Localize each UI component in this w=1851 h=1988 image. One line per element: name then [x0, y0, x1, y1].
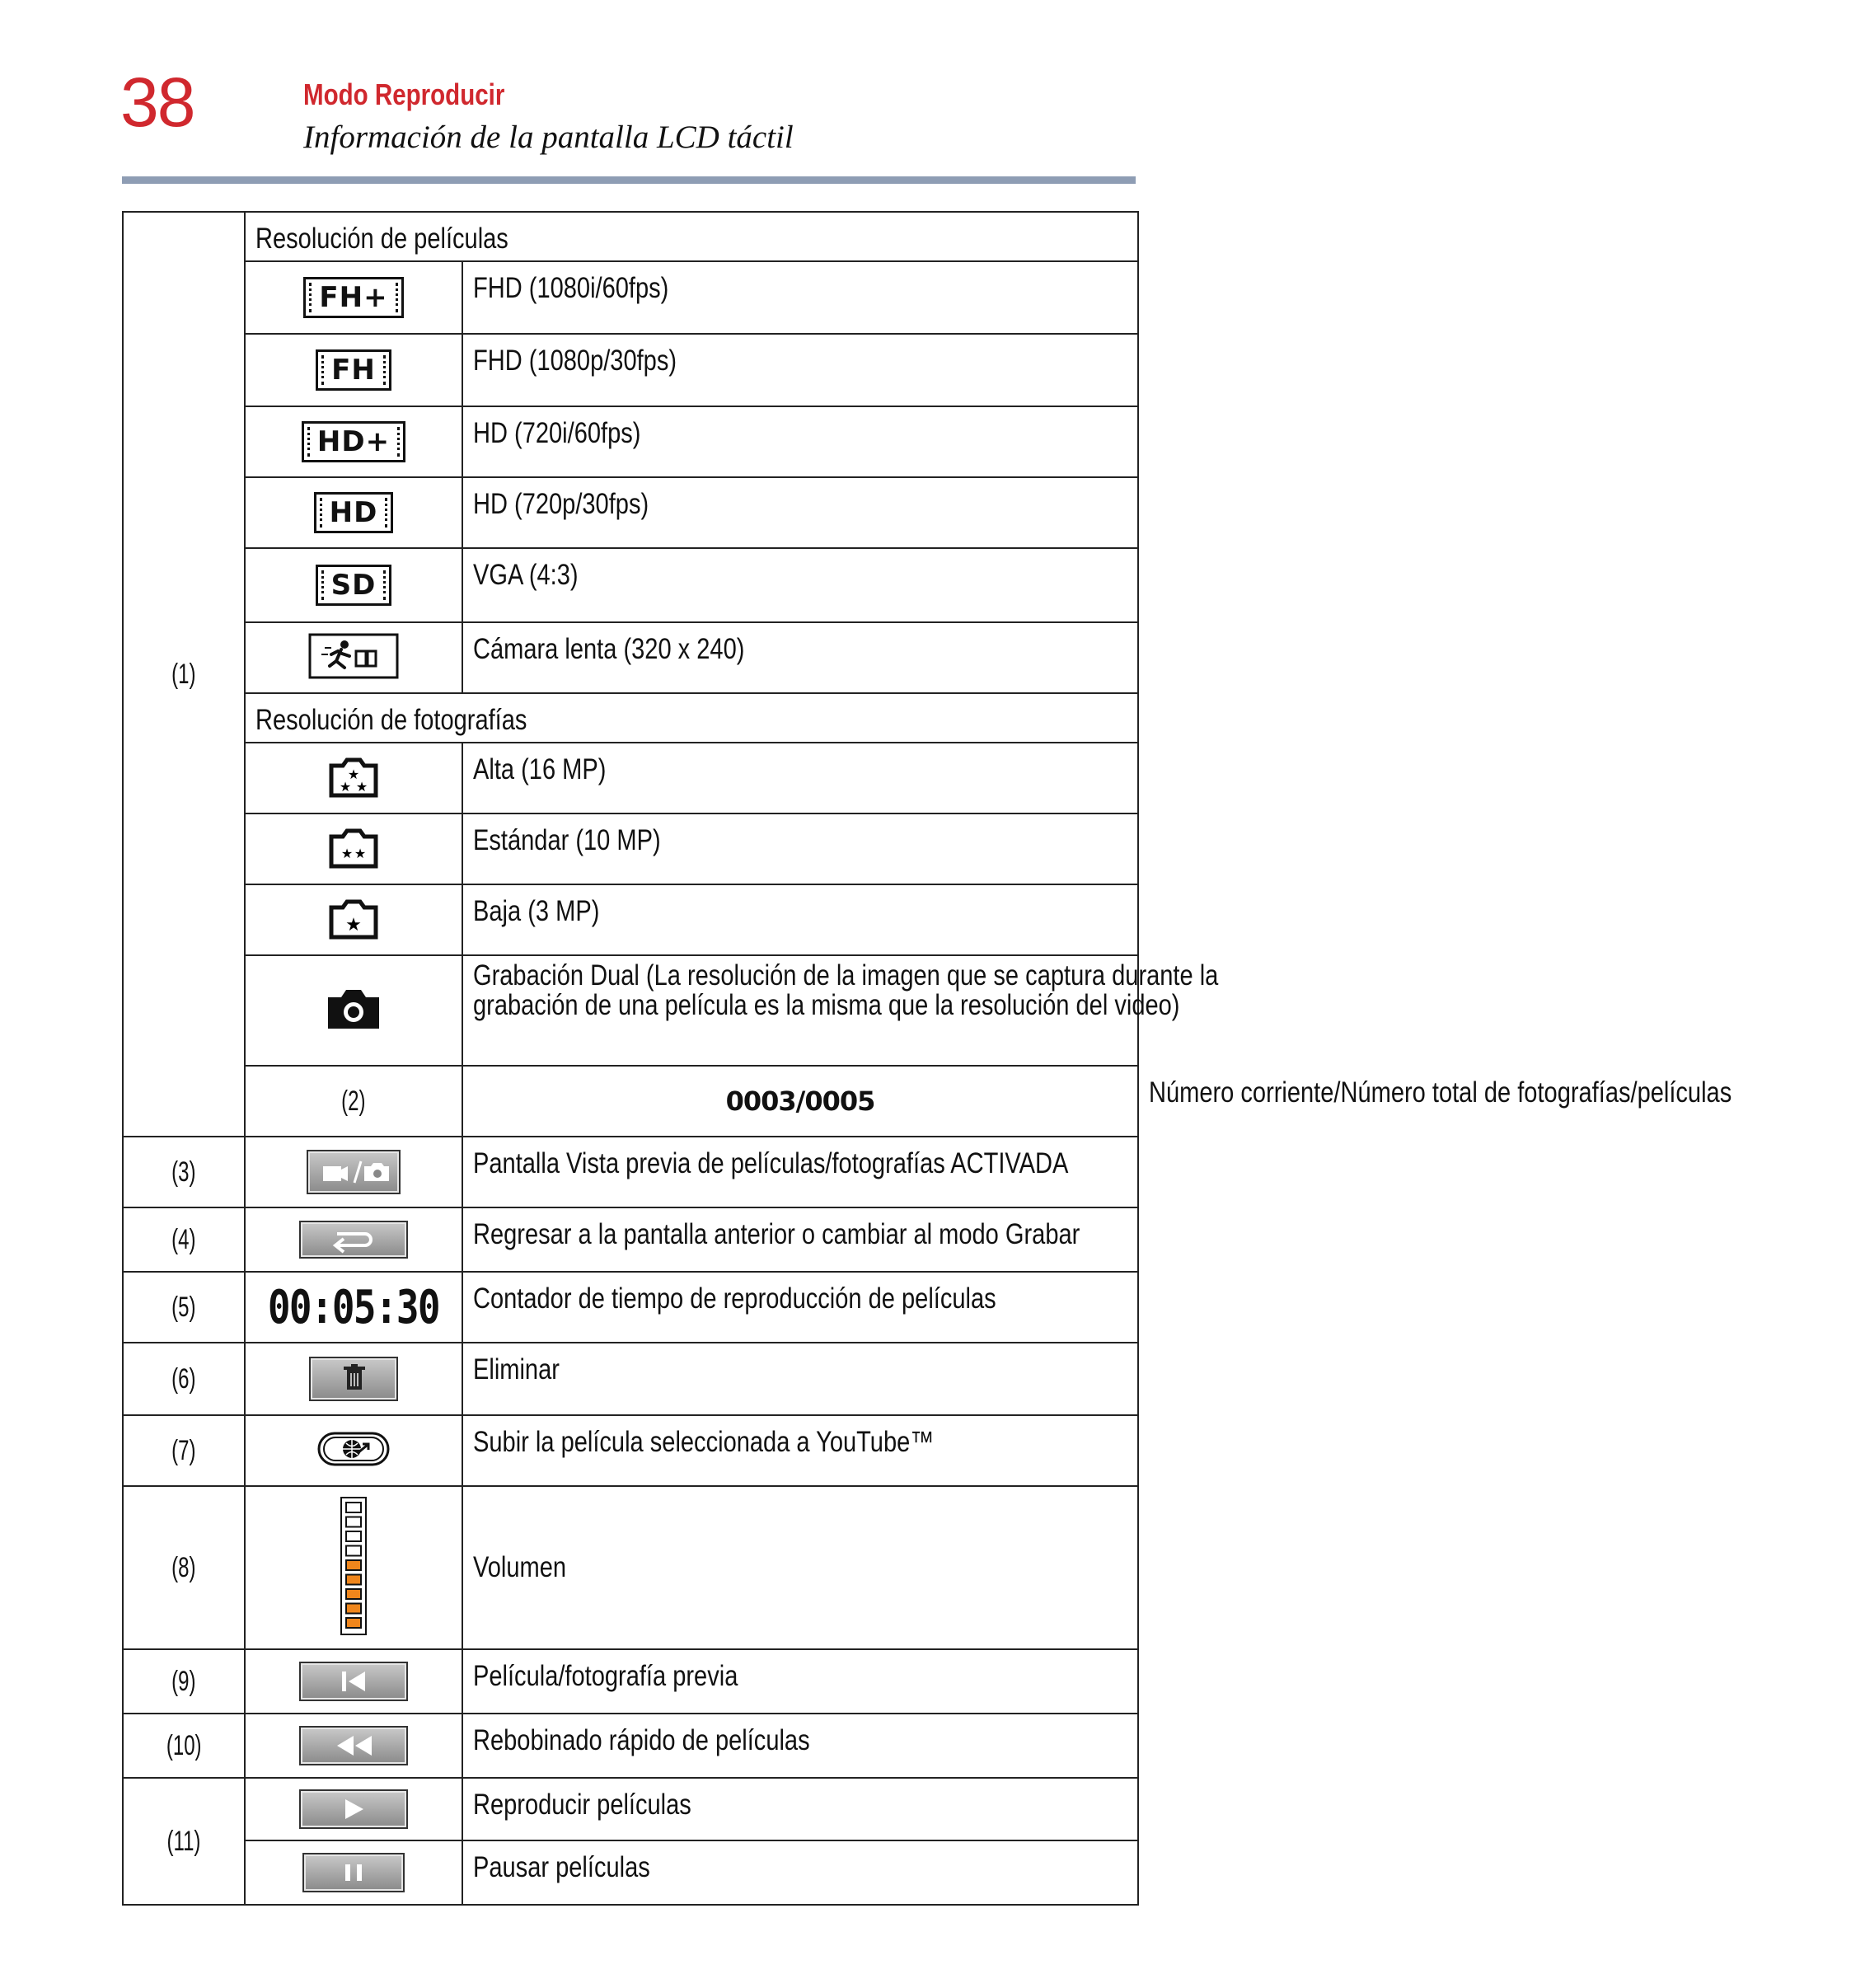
row-label: (5)	[132, 1272, 236, 1343]
row-description: Volumen	[462, 1486, 1138, 1649]
camera-one-star-icon	[326, 896, 381, 940]
camera-three-stars-icon	[326, 754, 381, 799]
slow-motion-runner-icon	[308, 633, 399, 679]
row-description: Baja (3 MP)	[462, 884, 1138, 955]
table-row	[123, 477, 1138, 548]
table-row	[123, 622, 1138, 693]
table-row	[123, 693, 1138, 743]
play-icon[interactable]	[299, 1789, 408, 1829]
section-heading-photo-resolution: Resolución de fotografías	[245, 693, 1138, 743]
svg-text:★: ★	[345, 914, 362, 935]
page-number: 38	[120, 63, 194, 141]
rewind-icon[interactable]	[299, 1726, 408, 1765]
row-label: (8)	[132, 1486, 236, 1649]
table-row	[123, 813, 1138, 884]
camera-two-stars-icon	[326, 825, 381, 870]
section-subtitle: Información de la pantalla LCD táctil	[303, 120, 794, 155]
table-row	[123, 1207, 1138, 1272]
movie-photo-preview-icon[interactable]	[307, 1150, 401, 1194]
table-row	[123, 1778, 1138, 1840]
row-label: (7)	[132, 1415, 236, 1486]
row-description: Estándar (10 MP)	[462, 813, 1138, 884]
row-label: (3)	[132, 1137, 236, 1207]
table-row	[123, 1840, 1138, 1905]
row-label: (11)	[132, 1778, 236, 1905]
volume-bar-icon[interactable]	[340, 1496, 368, 1636]
section-title: Modo Reproducir	[303, 77, 505, 111]
volume-cell-off	[346, 1531, 361, 1541]
sd-icon: SD	[245, 548, 462, 622]
camera-icon	[325, 986, 382, 1032]
row-description: Eliminar	[462, 1343, 1138, 1415]
table-row	[123, 548, 1138, 622]
playback-time-counter: 00:05:30	[245, 1272, 462, 1343]
row-description: Contador de tiempo de reproducción de películas	[462, 1272, 1138, 1343]
table-row	[123, 1714, 1138, 1778]
row-description: Cámara lenta (320 x 240)	[462, 622, 1138, 693]
svg-text:★: ★	[340, 845, 354, 861]
table-row	[123, 1649, 1138, 1714]
table-row	[123, 1343, 1138, 1415]
row-description: Rebobinado rápido de películas	[462, 1714, 1138, 1778]
row-description: HD (720i/60fps)	[462, 406, 1138, 477]
table-row	[123, 1415, 1138, 1486]
table-row	[123, 1486, 1138, 1649]
row-label: (10)	[132, 1714, 236, 1778]
volume-cell-on	[346, 1618, 361, 1628]
row-description: Subir la película seleccionada a YouTube™	[462, 1415, 1138, 1486]
fhd-plus-icon: FH+	[245, 261, 462, 334]
volume-cell-on	[346, 1603, 361, 1613]
row-description: Alta (16 MP)	[462, 743, 1138, 813]
row-description: VGA (4:3)	[462, 548, 1138, 622]
row-description: Regresar a la pantalla anterior o cambiar al modo Grabar	[462, 1207, 1138, 1272]
table-row	[123, 406, 1138, 477]
globe-upload-icon[interactable]	[316, 1428, 391, 1470]
table-row: (2) 0003/0005 Número corriente/Número total de fotografías/películas	[123, 1066, 1138, 1137]
volume-cell-off	[346, 1503, 361, 1512]
row-description: Pantalla Vista previa de películas/fotografías ACTIVADA	[462, 1137, 1138, 1207]
row-label: (9)	[132, 1649, 236, 1714]
table-row	[123, 884, 1138, 955]
row-description: HD (720p/30fps)	[462, 477, 1138, 548]
file-counter: 0003/0005	[462, 1066, 1138, 1137]
svg-text:★: ★	[339, 778, 352, 795]
row-label: (2)	[261, 1066, 446, 1137]
svg-text:★: ★	[354, 845, 367, 861]
row-label: (6)	[132, 1343, 236, 1415]
row-description: FHD (1080p/30fps)	[462, 334, 1138, 406]
hd-plus-icon: HD+	[245, 406, 462, 477]
svg-text:★: ★	[347, 766, 360, 782]
header-divider	[122, 176, 1136, 184]
table-row	[123, 261, 1138, 334]
table-row	[123, 1137, 1138, 1207]
table-row	[123, 955, 1138, 1066]
table-row	[123, 212, 1138, 261]
table-row	[123, 743, 1138, 813]
row-label: (4)	[132, 1207, 236, 1272]
row-description: Reproducir películas	[462, 1778, 1138, 1840]
row-description: Pausar películas	[462, 1840, 1138, 1905]
table-row	[123, 334, 1138, 406]
previous-icon[interactable]	[299, 1662, 408, 1701]
row-description: Película/fotografía previa	[462, 1649, 1138, 1714]
volume-cell-off	[346, 1545, 361, 1555]
icon-reference-table	[122, 211, 1732, 1906]
row-label: (1)	[132, 212, 236, 1137]
section-heading-movie-resolution: Resolución de películas	[245, 212, 1138, 261]
row-description: Grabación Dual (La resolución de la imagen que se captura durante la grabación de una película es la misma que la resolución del video)	[462, 955, 1138, 1066]
volume-cell-on	[346, 1574, 361, 1584]
fhd-icon: FH	[245, 334, 462, 406]
row-description: FHD (1080i/60fps)	[462, 261, 1138, 334]
pause-icon[interactable]	[302, 1853, 405, 1892]
trash-icon[interactable]	[309, 1357, 398, 1401]
svg-text:★: ★	[355, 778, 368, 795]
table-row	[123, 1272, 1138, 1343]
volume-cell-on	[346, 1589, 361, 1599]
hd-icon: HD	[245, 477, 462, 548]
return-arrow-icon[interactable]	[299, 1221, 408, 1259]
volume-cell-off	[346, 1517, 361, 1526]
volume-cell-on	[346, 1560, 361, 1570]
